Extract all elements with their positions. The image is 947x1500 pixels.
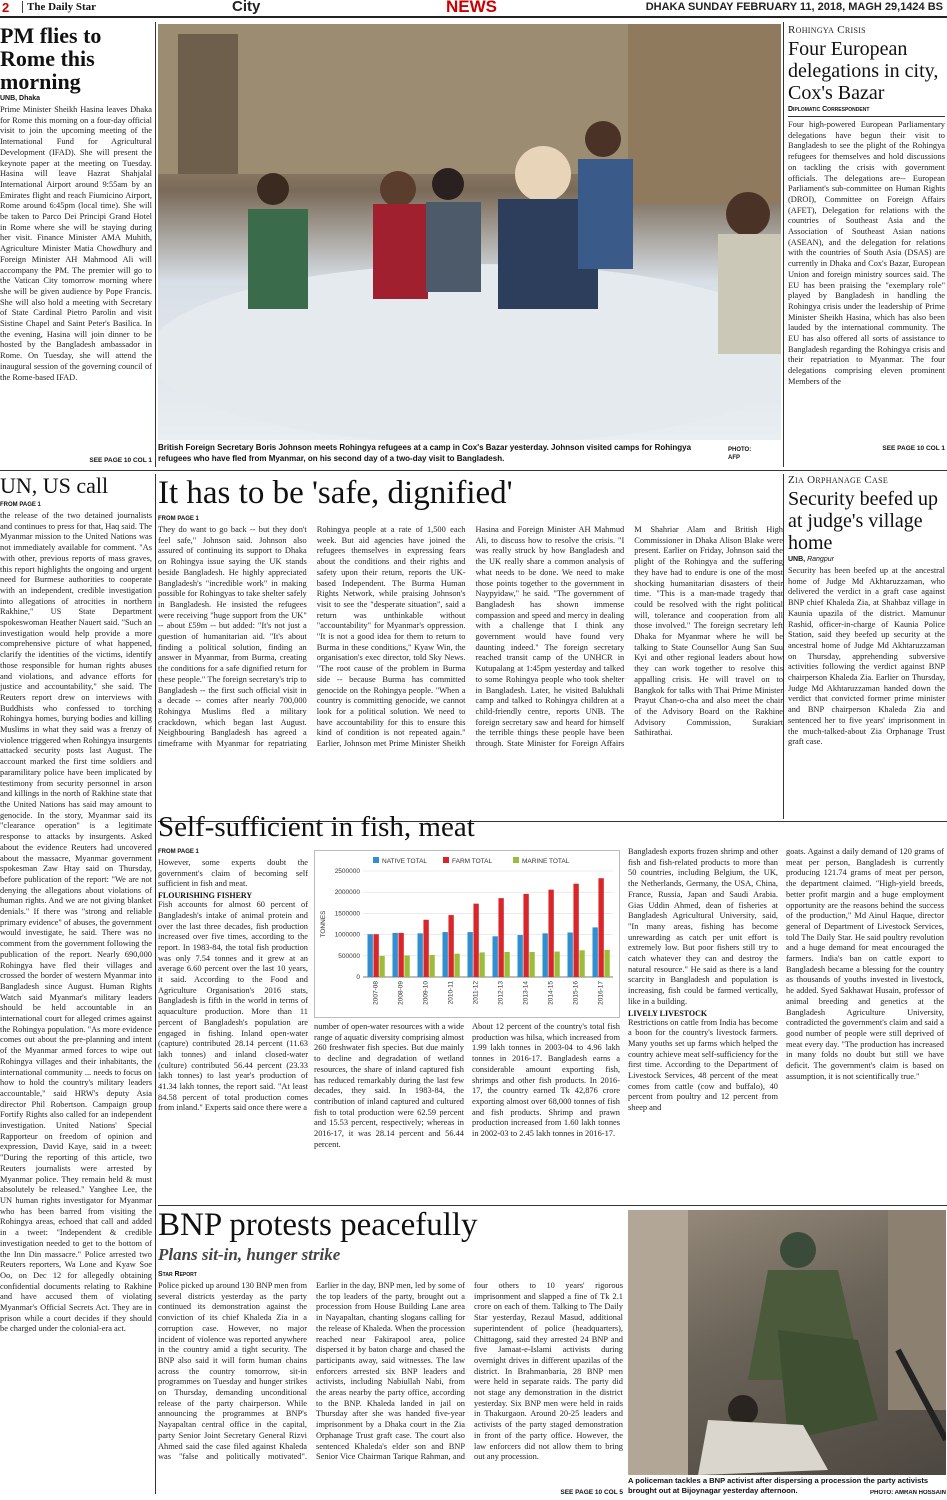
y-tick-label: 500000: [338, 952, 360, 960]
caption-text: A policeman tackles a BNP activist after dispersing a procession the party activists brought out at Bijoynagar yesterday afternoon.: [628, 1476, 929, 1495]
johnson-photo: [158, 24, 781, 440]
horizontal-rule: [0, 470, 947, 471]
photo2-credit: PHOTO: AMRAN HOSSAIN: [869, 1490, 946, 1496]
headline[interactable]: UN, US call: [0, 474, 109, 498]
kicker: Rohingya Crisis: [788, 24, 866, 36]
body-text-a: However, some experts doubt the government's claim of becoming self sufficient in fish and meat.: [158, 858, 308, 889]
body-text: Four high-powered European Parliamentary delegations have begun their visit to Bangladesh to see the plight of the Rohingya refugees for themselves and hold discussions on tackling the crisis with government officials. The delegations are-- European Parliament's sub-committee on Human Rights (DROI), Committee on Foreign Affairs (AFET), Delegation for relations with the countries of Southeast Asia and the Association of Southeast Asian nations (ASEAN), and the delegation for relations with the countries of South Asia (DSAS) are currently in Dhaka and Cox's Bazar, European Union and foreign ministry sources said. The EU has been praising the "exemplary role" played by Bangladesh in handling the Rohingya crisis under the leadership of Prime Minister Sheikh Hasina, which has also been lauded by the international community. The EU has also offered all sorts of assistance to Bangladesh regarding the Rohingya crisis and their repatriation to Myanmar. The four delegations comprising eleven prominent Members of the: [788, 120, 945, 386]
bar: [429, 955, 434, 977]
x-tick-label: 2012-13: [497, 981, 505, 1005]
headline[interactable]: Security beefed up at judge's village home: [788, 488, 938, 554]
bar: [554, 952, 559, 977]
unus-article: [0, 474, 152, 1500]
x-tick-label: 2015-16: [572, 981, 580, 1005]
bar: [379, 956, 384, 977]
bar: [368, 934, 373, 977]
bar: [543, 933, 548, 977]
byline: Diplomatic Correspondent: [788, 106, 945, 117]
bar: [443, 932, 448, 977]
from-page: FROM PAGE 1: [0, 502, 41, 508]
body-text-a: Bangladesh exports frozen shrimp and other fish and fish-related products to more than 50 countries, including Belgium, the UK, the Netherlands, Germany, the USA, China, France, Russia, Japan and Saudi Arabia. Gias Uddin Ahmed, dean of fisheries at Bangladesh Agricultural University, said, "In many areas, fishing has become unrewarding as catch per unit effort is extremely low. But poor fishers still try to catch whatever they can and destroy the natural resource." He said as there is a land scarcity in Bangladesh and population is increasing, fish could be farmed vertically, like in a building.: [628, 847, 778, 1006]
x-tick-label: 2009-10: [422, 981, 430, 1005]
bar: [373, 934, 378, 977]
body-text: Security has been beefed up at the ancestral home of Judge Md Akhtaruzzaman, who delivered the verdict in a graft case against BNP chief Khaleda Zia, at Shahbaz village in Kaunia upazila of the district. Mamunur Rashid, officer-in-charge of Kaunia Police Station, said they beefed up security at the ancestral home of Judge Md Akhtaruzzaman on Thursday, apprehending subversive activities following the verdict against BNP chairperson Khaleda Zia. Earlier on Thursday, Judge Md Akhtaruzzaman handed down the verdict that convicted former prime minister and BNP chairperson Khaleda Zia and sentenced her to five years' imprisonment in the much-talked-about Zia Orphanage Trust graft case.: [788, 566, 945, 747]
headline[interactable]: It has to be 'safe, dignified': [158, 475, 513, 511]
bar: [423, 920, 428, 977]
bar: [573, 884, 578, 977]
bar: [593, 927, 598, 977]
fish-col1: [158, 847, 308, 1219]
column-rule: [783, 22, 784, 467]
eu-article: [788, 24, 945, 470]
credit-name: AFP: [728, 455, 740, 461]
chart-svg: [315, 851, 620, 1018]
page-number: 2: [2, 0, 10, 15]
x-tick-label: 2011-12: [472, 981, 480, 1005]
continued-note[interactable]: SEE PAGE 10 COL 5: [560, 1489, 623, 1496]
bar: [393, 933, 398, 977]
bar: [498, 898, 503, 977]
headline[interactable]: PM flies to Rome this morning: [0, 24, 102, 94]
headline[interactable]: Four European delegations in city, Cox's Bazar: [788, 38, 939, 104]
bar: [523, 894, 528, 977]
y-tick-label: 2000000: [334, 889, 360, 897]
y-tick-label: 0: [356, 974, 360, 981]
photo1-credit: [728, 446, 778, 466]
bar: [454, 954, 459, 977]
x-tick-label: 2013-14: [522, 981, 530, 1005]
column-rule: [783, 474, 784, 819]
from-page: FROM PAGE 1: [158, 516, 199, 522]
x-tick-label: 2008-09: [397, 981, 405, 1005]
bar: [493, 936, 498, 977]
fish-col3: About 12 percent of the country's total fish production was hilsa, which increased from 1.99 lakh tonnes in 2003-04 to 4.96 lakh tonnes in 2016-17. Bangladesh earns a considerable amount exporting fish, shrimps and other fish products. In 2016-17, the country earned Tk 42,876 crore exporting almost over 68,000 tonnes of fish and fish products. Shrimp and prawn production increased from 1.60 lakh tonnes in 2002-03 to 2.45 lakh tonnes in 2016-17.: [472, 1022, 620, 1139]
bar: [548, 890, 553, 977]
byline: [788, 556, 945, 563]
legend-label: FARM TOTAL: [452, 858, 493, 865]
column-rule: [155, 474, 156, 1494]
bar: [579, 950, 584, 977]
legend-swatch: [513, 857, 519, 863]
horizontal-rule: [158, 1205, 947, 1206]
bnp-photo: [628, 1210, 946, 1475]
subheadline: Plans sit-in, hunger strike: [158, 1245, 341, 1264]
bar: [518, 935, 523, 977]
fish-col4: [628, 847, 778, 1162]
legend-label: NATIVE TOTAL: [382, 858, 428, 865]
bar: [604, 950, 609, 977]
bar: [473, 904, 478, 977]
bar: [404, 955, 409, 977]
section-name: City: [232, 0, 261, 15]
y-tick-label: 1000000: [334, 931, 360, 939]
byline-place: Rangpur: [807, 556, 834, 563]
continued-note[interactable]: SEE PAGE 10 COL 1: [89, 457, 152, 464]
photo1-caption: [158, 442, 718, 468]
safe-article: [158, 474, 783, 819]
bar: [479, 952, 484, 977]
bar: [448, 915, 453, 977]
y-tick-label: 1500000: [334, 910, 360, 918]
caption-text: British Foreign Secretary Boris Johnson meets Rohingya refugees at a camp in Cox's Bazar yesterday. Johnson visited camps for Rohingya refugees who have fled from Myanmar, on his second day of a two-day visit to Bangladesh.: [158, 443, 692, 463]
bar: [568, 932, 573, 977]
paper-name: The Daily Star: [22, 1, 96, 13]
x-tick-label: 2007-08: [372, 981, 380, 1005]
column-rule: [155, 22, 156, 467]
x-tick-label: 2010-11: [447, 981, 455, 1005]
bar: [529, 952, 534, 977]
zia-article: [788, 474, 945, 819]
fish-chart: [314, 850, 620, 1018]
pm-article: [0, 24, 152, 470]
body-text: the release of the two detained journalists and continues to press for that, Haq said. The Myanmar mission to the United Nations was not immediately available for comment. "As with other, previous reports of mass graves, this report highlights the ongoing and urgent need for Burmese authorities to cooperate with an independent, credible investigation into allegations of atrocities in northern Rakhine," US State Department spokeswoman Heather Nauert said. "Such an investigation would help provide a more comprehensive picture of what happened, clarify the identities of the victims, identify those responsible for human rights abuses and violations, and advance efforts for justice and accountability," she said. The Reuters report drew on interviews with Buddhists who confessed to torching Rohingya homes, burying bodies and killing Muslims in what they said was a frenzy of violence triggered when Rohingya insurgents attacked security posts last August. The account marked the first time soldiers and paramilitary police have been implicated by testimony from security personnel in arson and killings in the north of Rakhine state that the United Nations has said may amount to genocide. In the story, Myanmar said its "clearance operation" is a legitimate response to attacks by insurgents. Asked about the evidence Reuters had uncovered about the massacre, Myanmar government spokesman Zaw Htay said on Thursday, before publication of the report: "We are not denying the allegations about violations of human rights. And we are not giving blanket denials." If there was "strong and reliable primary evidence" of abuses, the government would investigate, he said. There was no comment from the government following the publication of the report. Nearly 690,000 Rohingya have fled their villages and crossed the border of western Myanmar into Bangladesh since August. Human Rights Watch said Myanmar's military leaders should be held accountable in an international court for alleged crimes against the Rohingya population. "As more evidence comes out about the pre-planning and intent of the Myanmar armed forces to wipe out Rohingya villages and their inhabitants, the international community ... needs to focus on how to hold the country's military leaders accountable," said HRW's deputy Asia director Phil Robertson. Campaign group Fortify Rights also called for an independent investigation. United Nations' Special Rapporteur on freedom of opinion and expression, David Kaye, said in a tweet: "During the reporting of this article, two Reuters journalists were arrested by Myanmar police. They remain held & must absolutely be released." Yanghee Lee, the UN human rights investigator for Myanmar who has been barred from visiting the Rohingya areas, echoed that call and added in a tweet: "Independent & credible investigation needed to get to the bottom of the Inn Din massacre." Police arrested two Reuters reporters, Wa Lone and Kyaw Soe Oo, on Dec 12 for allegedly obtaining confidential documents relating to Rakhine and have accused them of violating Myanmar's Official Secrets Act. They are in prison while a court decides if they should be charged under the colonial-era act.: [0, 511, 152, 1334]
body-text-b: Restrictions on cattle from India has become a boon for the country's livestock farmers. Many youths set up farms which helped the country achieve meat self-sufficiency for the first time. According to the Department of Livestock Services, 48 percent of the meat comes from cattle (cow and buffalo), 40 percent from poultry and 12 percent from sheep and: [628, 1017, 778, 1113]
bar: [418, 933, 423, 977]
masthead: [0, 0, 947, 18]
kicker: Zia Orphanage Case: [788, 474, 889, 486]
dateline: DHAKA SUNDAY FEBRUARY 11, 2018, MAGH 29,1424 BS: [645, 1, 943, 13]
headline[interactable]: BNP protests peacefully: [158, 1207, 478, 1243]
body-text: They do want to go back -- but they don't feel safe," Johnson said. Johnson also assured of continuing its support to Dhaka on Rohingya issue saying the UK stands beside Bangladesh. He highly appreciated Bangladesh's "incredible work" in making possible for Rohingyas to take shelter safely in Bangladesh. He insisted the refugees were receiving "huge support from the UK" -- about £59m -- but added: "It's not just a question of humanitarian aid. "It's about finding a political solution, finding an answer in Myanmar, from Burma, creating the conditions for a safe dignified return for these people." The foreign secretary's trip to Bangladesh -- the first such official visit in a decade -- comes after nearly 700,000 Rohingya Muslims fled a military crackdown, which began last August. Neighbouring Bangladesh has agreed a timeframe with Myanmar for repatriating Rohingya people at a rate of 1,500 each week. But aid agencies have joined the refugees themselves in expressing fears about the conditions and their rights and safety upon their return, reports the UK-based Independent. The Burma Human Rights Network, while praising Johnson's visit to see the "desperate situation", said a return was unthinkable without "accountability" for Myanmar's oppression. "It is not a good idea for them to return to Burma in these conditions," Kyaw Win, the organisation's exec director, told Sky News. "The root cause of the problem in Burma side -- because Burma has committed genocide on the Rohingya people. "When a country is committing genocide, we cannot look for a political solution. We need to have accountability for this to ensure this kind of condition is not repeated again." Earlier, Johnson met Prime Minister Sheikh Hasina and Foreign Minister AH Mahmud Ali, to discuss how to resolve the crisis. "I was really struck by how Bangladesh and the UK really share a common analysis of what needs to be done. We need to make those points together to the government in Naypyidaw," he said. "The government of Bangladesh has shown immense compassion and speed and mercy in dealing with a challenge that I think any government would have found very daunting indeed." The foreign secretary reached transit camp of the UNHCR in Kutupalang at 1:45pm yesterday and talked to some Rohingya people who took shelter in Bangladesh. Later, he visited Balukhali camp and talked to Rohingya children at a child-friendly centre, reports UNB. The foreign secretary saw and heard for himself the terrible things these people have been through. State Minister for Foreign Affairs M Shahriar Alam and British High Commissioner in Dhaka Alison Blake were present. Earlier on Friday, Johnson said the plight of the Rohingya and the suffering they have had to endure is one of the most shocking humanitarian disasters of their time. "This is a man-made tragedy that could be resolved with the right political will, tolerance and cooperation from all those involved." The foreign secretary left Dhaka for Myanmar where he will be talking to State Counsellor Aung San Suu Kyi and other regional leaders about how they can work together to resolve this appalling crisis. He will travel on to Bangkok for talks with Thai Prime Minister Prayut Chan-o-cha and also meet the chair of the Advisory Board on the Rakhine Advisory Commission, Surakiart Sathirathai.: [158, 525, 783, 749]
body-text: Prime Minister Sheikh Hasina leaves Dhaka for Rome this morning on a four-day official visit to join the upcoming meeting of the International Fund for Agricultural Development (IFAD). She will present the keynote paper at the meeting on Tuesday. Hasina will leave Hazrat Shahjalal International Airport around 9:55am by an Emirates flight and reach Fiumicino Airport, Rome around 6:45pm (local time). She will be taken to Parco Dei Principi Grand Hotel in Rome where she will be staying during her visit. Finance Minister AMA Muhith, Agriculture Minister Matia Chowdhury and Foreign Minister AH Mahmood Ali will accompany the PM. The premier will go to the Vatican City tomorrow morning where she will be given audience by Pope Francis. She will also hold a meeting with Secretary of State Cardinal Pietro Parolin and visit Sistine Chapel and Saint Peter's Basilica. In the evening, Hasina will join dinner to be hosted by the Bangladesh ambassador in Rome. On Tuesday, she will attend the inaugural session of the governing council of the Rome-based IFAD.: [0, 105, 152, 382]
credit-label: PHOTO:: [728, 447, 752, 453]
continued-note[interactable]: SEE PAGE 10 COL 1: [882, 445, 945, 452]
fish-col5: goats. Against a daily demand of 120 grams of meat per person, Bangladesh is currently producing 121.74 grams of meat per person, the department claimed. "High-yield breeds, better profit margin and a huge employment opportunity are the reasons behind the success of the production," Md Ainul Haque, director general of Department of Livestock Services, told The Daily Star. He said poultry revolution and a huge demand for meat encouraged the farmers. India's ban on cattle export to Bangladesh became a blessing for the country as thousands of youths invested in livestock, he added. Syed Sakhawat Husain, professor of animal breeding and genetics at the Bangladesh Agriculture University, contradicted the government's claim and said a good number of people were still deprived of meat every day. "The production has increased in many folds no doubt but still we have deficit. The government's claim is based on assumption, it is not scientifically true.": [786, 847, 944, 1081]
photo-illustration: [158, 24, 781, 440]
x-tick-label: 2014-15: [547, 981, 555, 1005]
legend-label: MARINE TOTAL: [522, 858, 570, 865]
photo-illustration: [628, 1210, 946, 1475]
body-text: Police picked up around 130 BNP men from several districts yesterday as the party continued its demonstration against the conviction of its chief Khaleda Zia in a corruption case. However, no major incident of violence was reported anywhere in the country amid a tight security. The BNP also said it will form human chains across the country tomorrow, sit-in programmes on Tuesday and hunger strikes on Thursday, demanding unconditional release of the party chairperson. While announcing the programmes at BNP's Nayapaltan central office in the capital, party Senior Joint Secretary General Rizvi Ahmed said the case filed against Khaleda was "false and politically motivated". Earlier in the day, BNP men, led by some of the top leaders of the party, brought out a procession from House Building Lane area in Nayapaltan, chanting slogans calling for the release of Khaleda. When the procession reached near Fakirapool area, police dispersed it by baton charge and chased the participants away, said witnesses. The law enforcers arrested six BNP leaders and activists, including Nabiullah Nabi, from the areas nearby the party office, according to the BNP. Khaleda landed in jail on Thursday after she was handed five-year imprisonment by a Dhaka court in the Zia Orphanage Trust graft case. The court also sentenced Khaleda's elder son and BNP Senior Vice Chairman Tarique Rahman, and four others to 10 years' rigorous imprisonment and slapped a fine of Tk 2.1 crore on each of them. Talking to The Daily Star yesterday, Rezaul Masud, additional superintendent of police (headquarters), Chittagong, said they arrested 24 BNP and five Jamaat-e-Islami activists during overnight drives in different upazilas of the district. In Brahmanbaria, 28 BNP men were held in separate raids. The party did not stage any demonstration in the district yesterday. Six BNP men were held in raids in Thakurgaon. Around 20-25 leaders and activists of the party staged demonstration in front of the party office. However, the law enforcers did not allow them to bring out any procession.: [158, 1281, 623, 1462]
bar: [468, 932, 473, 977]
byline: Star Report: [158, 1271, 197, 1278]
bar: [598, 878, 603, 977]
bar: [398, 933, 403, 977]
fish-headline[interactable]: Self-sufficient in fish, meat: [158, 811, 475, 843]
body-text-b: Fish accounts for almost 60 percent of Bangladesh's intake of animal protein and over the last three decades, fish production increased over five times, according to the report. In 1983-84, the total fish production was only 7.54 tonnes and it grew at an average 6.60 percent over the last 10 years, it said. According to the Food and Agriculture Organisation's 2016 stats, Bangladesh is fifth in the world in terms of aquaculture production. More than 11 percent of Bangladesh's population are engaged in fishing. Inland open-water (capture) contributed 28.14 percent (11.63 lakh tonnes) and inland closed-water (culture) contributed 56.44 percent (23.33 lakh tonnes) to last year's production of 41.34 lakh tonnes, the report said. "At least 84.58 percent of total production comes from inland." Experts said once there were a: [158, 900, 308, 1113]
byline: UNB, Dhaka: [0, 95, 41, 102]
legend-swatch: [443, 857, 449, 863]
subhead: LIVELY LIVESTOCK: [628, 1008, 708, 1018]
from-page: FROM PAGE 1: [158, 849, 199, 855]
news-label: NEWS: [446, 0, 497, 16]
subhead: FLOURISHING FISHERY: [158, 891, 253, 901]
x-tick-label: 2016-17: [597, 981, 605, 1005]
bar: [504, 952, 509, 977]
y-axis-label: TONNES: [320, 910, 327, 938]
legend-swatch: [373, 857, 379, 863]
byline-agency: UNB,: [788, 556, 806, 563]
bnp-article: [158, 1207, 623, 1500]
fish-col2: number of open-water resources with a wide range of aquatic diversity comprising almost 260 freshwater fish species. But due mainly to decline and degradation of wetland resources, the share of inland captured fish has reduced remarkably during the last few decades, they said. In 1983-84, the contribution of inland captured and cultured fish to total production were 62.59 percent and 15.53 percent, respectively; whereas in 2016-17, it was 28.14 percent and 56.44 percent.: [314, 1022, 464, 1149]
y-tick-label: 2500000: [334, 868, 360, 875]
